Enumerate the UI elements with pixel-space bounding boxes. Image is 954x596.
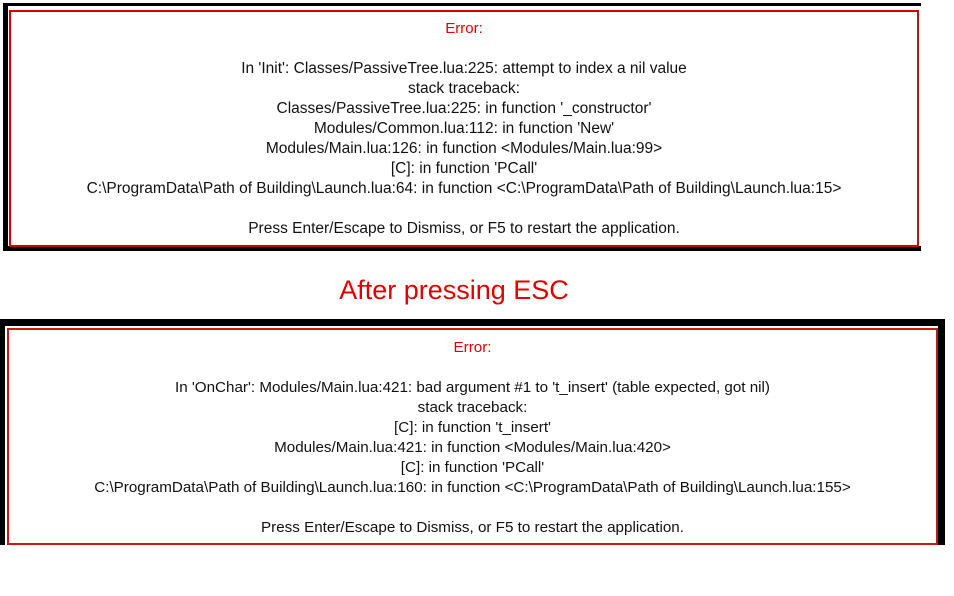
traceback-line: C:\ProgramData\Path of Building\Launch.lua:160: in function <C:\ProgramData\Path of Building\Launch.lua:155> (94, 479, 851, 496)
traceback-line: [C]: in function 'PCall' (400, 459, 545, 476)
traceback-header: stack traceback: (408, 80, 520, 97)
blank-area (0, 545, 954, 596)
dismiss-instructions: Press Enter/Escape to Dismiss, or F5 to restart the application. (248, 220, 680, 237)
traceback-line: C:\ProgramData\Path of Building\Launch.lua:64: in function <C:\ProgramData\Path of Building\Launch.lua:15> (86, 180, 842, 197)
traceback-line: Modules/Common.lua:112: in function 'New' (313, 120, 615, 137)
error-dialog-2 (7, 328, 938, 545)
error-message: In 'OnChar': Modules/Main.lua:421: bad argument #1 to 't_insert' (table expected, got nil) (175, 379, 770, 396)
traceback-line: Modules/Main.lua:126: in function <Modules/Main.lua:99> (265, 140, 663, 157)
traceback-line: Modules/Main.lua:421: in function <Modules/Main.lua:420> (274, 439, 671, 456)
dismiss-instructions: Press Enter/Escape to Dismiss, or F5 to restart the application. (261, 519, 684, 536)
traceback-header: stack traceback: (417, 399, 528, 416)
caption-after-pressing-esc: After pressing ESC (339, 275, 569, 305)
error-dialog-1 (9, 10, 919, 247)
traceback-line: [C]: in function 'PCall' (390, 160, 538, 177)
traceback-line: [C]: in function 't_insert' (394, 419, 551, 436)
traceback-line: Classes/PassiveTree.lua:225: in function '_constructor' (276, 100, 652, 117)
error-title: Error: (453, 339, 492, 356)
error-title: Error: (445, 20, 483, 37)
error-message: In 'Init': Classes/PassiveTree.lua:225: attempt to index a nil value (241, 60, 687, 77)
